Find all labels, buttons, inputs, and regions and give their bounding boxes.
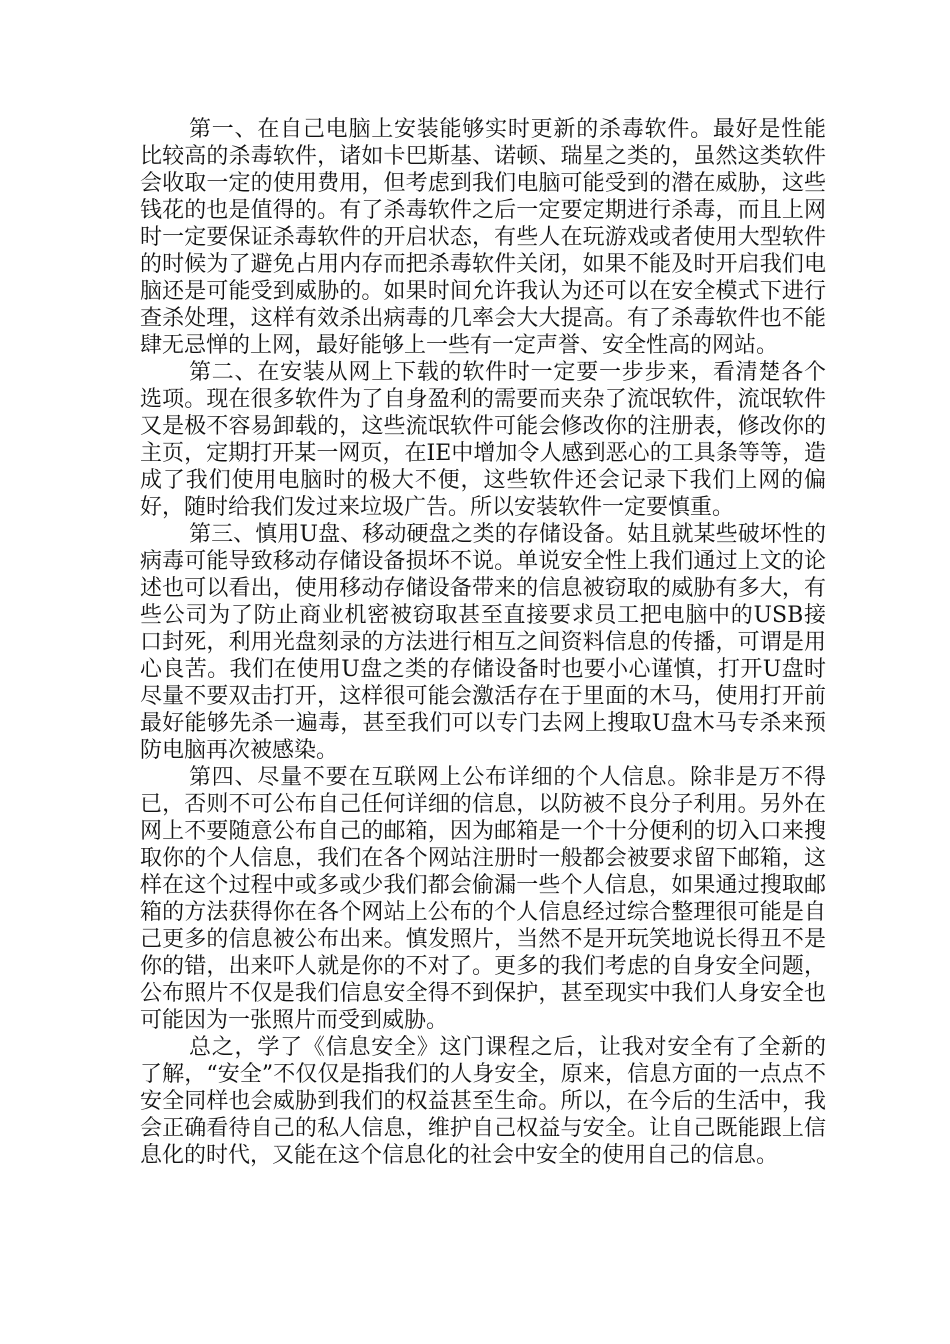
document-body <box>140 116 826 1169</box>
paragraph-antivirus: 第一、在自己电脑上安装能够实时更新的杀毒软件。最好是性能比较高的杀毒软件，诸如卡巴斯基、诺顿、瑞星之类的，虽然这类软件会收取一定的使用费用，但考虑到我们电脑可能受到的潜在威胁，这些钱花的也是值得的。有了杀毒软件之后一定要定期进行杀毒，而且上网时一定要保证杀毒软件的开启状态，有些人在玩游戏或者使用大型软件的时候为了避免占用内存而把杀毒软件关闭，如果不能及时开启我们电脑还是可能受到威胁的。如果时间允许我认为还可以在安全模式下进行查杀处理，这样有效杀出病毒的几率会大大提高。有了杀毒软件也不能肆无忌惮的上网，最好能够上一些有一定声誉、安全性高的网站。 <box>140 117 826 358</box>
paragraph-storage-devices: 第三、慎用U盘、移动硬盘之类的存储设备。姑且就某些破坏性的病毒可能导致移动存储设备损坏不说。单说安全性上我们通过上文的论述也可以看出，使用移动存储设备带来的信息被窃取的威胁有多大，有些公司为了防止商业机密被窃取甚至直接要求员工把电脑中的USB接口封死，利用光盘刻录的方法进行相互之间资料信息的传播，可谓是用心良苦。我们在使用U盘之类的存储设备时也要小心谨慎，打开U盘时尽量不要双击打开，这样很可能会激活存在于里面的木马，使用打开前最好能够先杀一遍毒，甚至我们可以专门去网上搜取U盘木马专杀来预防电脑再次被感染。 <box>140 522 826 763</box>
paragraph-personal-info: 第四、尽量不要在互联网上公布详细的个人信息。除非是万不得已，否则不可公布自己任何详细的信息，以防被不良分子利用。另外在网上不要随意公布自己的邮箱，因为邮箱是一个十分便利的切入口来搜取你的个人信息，我们在各个网站注册时一般都会被要求留下邮箱，这样在这个过程中或多或少我们都会偷漏一些个人信息，如果通过搜取邮箱的方法获得你在各个网站上公布的个人信息经过综合整理很可能是自己更多的信息被公布出来。慎发照片，当然不是开玩笑地说长得丑不是你的错，出来吓人就是你的不对了。更多的我们考虑的自身安全问题，公布照片不仅是我们信息安全得不到保护，甚至现实中我们人身安全也可能因为一张照片而受到威胁。 <box>140 765 826 1033</box>
paragraph-conclusion: 总之，学了《信息安全》这门课程之后，让我对安全有了全新的了解，“安全”不仅仅是指我们的人身安全，原来，信息方面的一点点不安全同样也会威胁到我们的权益甚至生命。所以，在今后的生活中，我会正确看待自己的私人信息，维护自己权益与安全。让自己既能跟上信息化的时代，又能在这个信息化的社会中安全的使用自己的信息。 <box>140 1035 826 1168</box>
paragraph-software-install: 第二、在安装从网上下载的软件时一定要一步步来，看清楚各个选项。现在很多软件为了自身盈利的需要而夹杂了流氓软件，流氓软件又是极不容易卸载的，这些流氓软件可能会修改你的注册表，修改你的主页，定期打开某一网页，在IE中增加令人感到恶心的工具条等等，造成了我们使用电脑时的极大不便，这些软件还会记录下我们上网的偏好，随时给我们发过来垃圾广告。所以安装软件一定要慎重。 <box>140 360 826 520</box>
